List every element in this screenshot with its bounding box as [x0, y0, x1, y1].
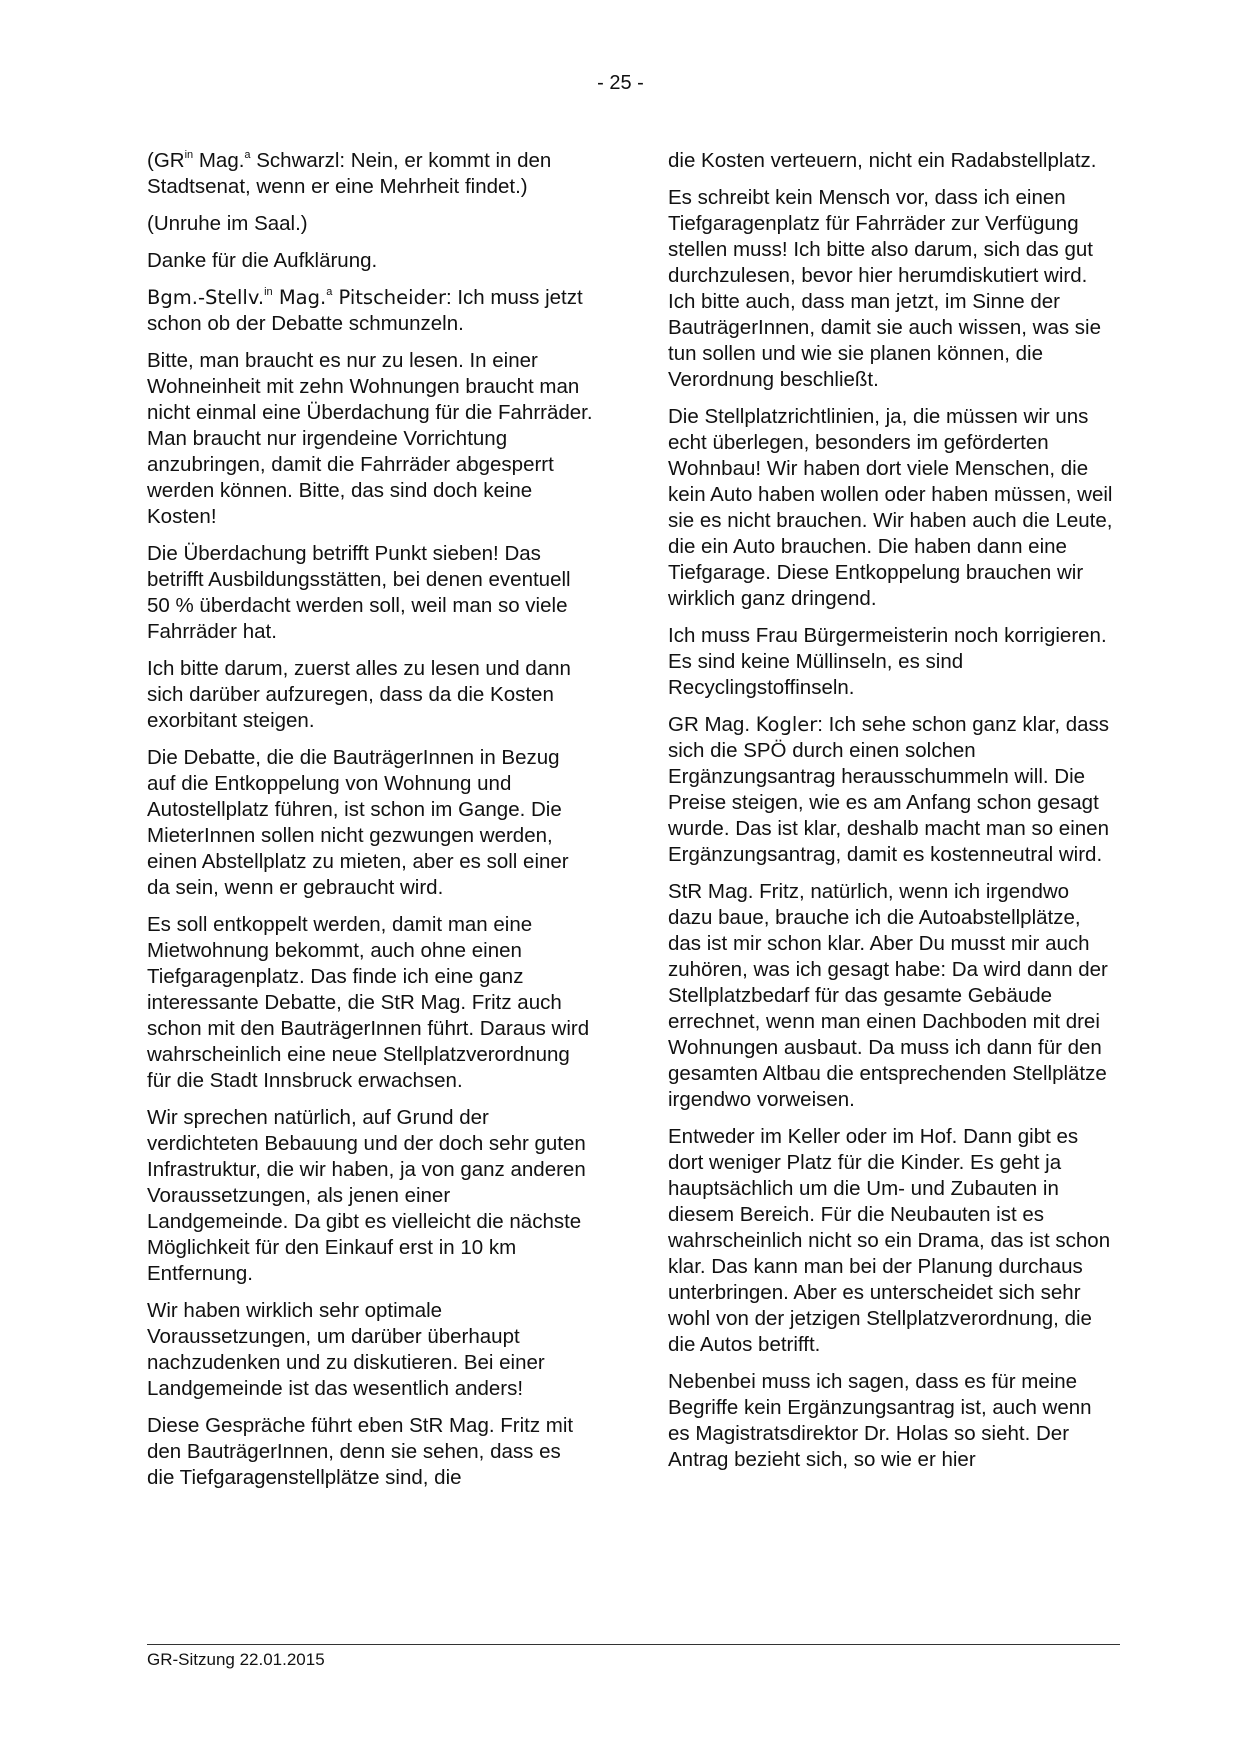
interjection-text: Schwarzl: Nein, er kommt in den Stadtsenat, wenn er eine Mehrheit findet.) [147, 149, 552, 198]
speaker-name: Kogler [755, 713, 818, 736]
speaker-name: Pitscheider [332, 286, 446, 309]
speaker-degree: Mag. [193, 149, 245, 172]
footer-session-date: GR-Sitzung 22.01.2015 [147, 1650, 325, 1669]
speech-text: : Ich sehe schon ganz klar, dass sich die SPÖ durch einen solchen Ergänzungsantrag herausschummeln will. Die Preise steigen, wie es am Anfang schon gesagt wurde. Das ist klar, deshalb macht man so einen Ergänzungsantrag, damit es kostenneutral wird. [668, 713, 1110, 866]
page-number: - 25 - [597, 72, 644, 94]
paragraph-body: Wir haben wirklich sehr optimale Voraussetzungen, um darüber überhaupt nachzudenken und zu diskutieren. Bei einer Landgemeinde ist das wesentlich anders! [147, 1299, 545, 1400]
paragraph-schwarzl-interjection [147, 148, 593, 200]
paragraph-body: Ich bitte darum, zuerst alles zu lesen und dann sich darüber aufzuregen, dass da die Kosten exorbitant steigen. [147, 657, 571, 732]
paragraph-body: die Kosten verteuern, nicht ein Radabstellplatz. [668, 149, 1097, 172]
paragraph-body: Bitte, man braucht es nur zu lesen. In einer Wohneinheit mit zehn Wohnungen braucht man nicht einmal eine Überdachung für die Fahrräder. Man braucht nur irgendeine Vorrichtung anzubringen, damit die Fahrräder abgesperrt werden können. Bitte, das sind doch keine Kosten! [147, 349, 593, 528]
footer-divider [147, 1644, 1120, 1645]
paragraph-kogler-speech [668, 712, 1114, 868]
degree-suffix: a [326, 286, 333, 298]
paragraph-body: Die Stellplatzrichtlinien, ja, die müssen wir uns echt überlegen, besonders im geförderten Wohnbau! Wir haben dort viele Menschen, die kein Auto haben wollen oder haben müssen, weil sie es nicht brauchen. Wir haben auch die Leute, die ein Auto brauchen. Die haben dann eine Tiefgarage. Diese Entkoppelung brauchen wir wirklich ganz dringend. [668, 405, 1113, 610]
paragraph-body: Die Debatte, die die BauträgerInnen in Bezug auf die Entkoppelung von Wohnung und Autostellplatz führen, ist schon im Gange. Die MieterInnen sollen nicht gezwungen werden, einen Abstellplatz zu mieten, aber es soll einer da sein, wenn er gebraucht wird. [147, 746, 569, 899]
speaker-title: GR Mag. [668, 713, 756, 736]
paragraph-body: Es soll entkoppelt werden, damit man eine Mietwohnung bekommt, auch ohne einen Tiefgaragenplatz. Das finde ich eine ganz interessante Debatte, die StR Mag. Fritz auch schon mit den BauträgerInnen führt. Daraus wird wahrscheinlich eine neue Stellplatzverordnung für die Stadt Innsbruck erwachsen. [147, 913, 590, 1092]
speech-text: : Ich muss jetzt schon ob der Debatte schmunzeln. [147, 286, 583, 335]
degree-suffix: a [244, 149, 251, 161]
paragraph-body: Diese Gespräche führt eben StR Mag. Fritz mit den BauträgerInnen, denn sie sehen, dass es die Tiefgaragenstellplätze sind, die [147, 1414, 574, 1489]
paragraph-body: Nebenbei muss ich sagen, dass es für meine Begriffe kein Ergänzungsantrag ist, auch wenn es Magistratsdirektor Dr. Holas so sieht. Der Antrag bezieht sich, so wie er hier [668, 1370, 1092, 1471]
title-suffix: in [184, 149, 194, 161]
paragraph-body: Entweder im Keller oder im Hof. Dann gibt es dort weniger Platz für die Kinder. Es geht ja hauptsächlich um die Um- und Zubauten in diesem Bereich. Für die Neubauten ist es wahrscheinlich nicht so ein Drama, das ist schon klar. Das kann man bei der Planung durchaus unterbringen. Aber es unterscheidet sich sehr wohl von der jetzigen Stellplatzverordnung, die die Autos betrifft. [668, 1125, 1111, 1356]
right-column [668, 148, 1114, 1484]
speaker-title: (GR [147, 149, 185, 172]
title-suffix: in [264, 286, 273, 298]
paragraph-body: Die Überdachung betrifft Punkt sieben! Das betrifft Ausbildungsstätten, bei denen eventuell 50 % überdacht werden soll, weil man so viele Fahrräder hat. [147, 542, 571, 643]
speaker-degree: Mag. [272, 286, 327, 309]
paragraph-body: Wir sprechen natürlich, auf Grund der verdichteten Bebauung und der doch sehr guten Infrastruktur, die wir haben, ja von ganz anderen Voraussetzungen, als jenen einer Landgemeinde. Da gibt es vielleicht die nächste Möglichkeit für den Einkauf erst in 10 km Entfernung. [147, 1106, 586, 1285]
paragraph-body: Es schreibt kein Mensch vor, dass ich einen Tiefgaragenplatz für Fahrräder zur Verfügung stellen muss! Ich bitte also darum, sich das gut durchzulesen, bevor hier herumdiskutiert wird. Ich bitte auch, dass man jetzt, im Sinne der BauträgerInnen, damit sie auch wissen, was sie tun sollen und wie sie planen können, die Verordnung beschließt. [668, 186, 1102, 391]
paragraph-pitscheider-speech [147, 285, 593, 337]
paragraph-thanks: Danke für die Aufklärung. [147, 249, 378, 272]
paragraph-body: Ich muss Frau Bürgermeisterin noch korrigieren. Es sind keine Müllinseln, es sind Recyclingstoffinseln. [668, 624, 1107, 699]
speaker-title: Bgm.-Stellv. [147, 286, 265, 309]
left-column [147, 148, 593, 1502]
paragraph-unrest: (Unruhe im Saal.) [147, 212, 308, 235]
paragraph-body: StR Mag. Fritz, natürlich, wenn ich irgendwo dazu baue, brauche ich die Autoabstellplätze, das ist mir schon klar. Aber Du musst mir auch zuhören, was ich gesagt habe: Da wird dann der Stellplatzbedarf für das gesamte Gebäude errechnet, wenn man einen Dachboden mit drei Wohnungen ausbaut. Da muss ich dann für den gesamten Altbau die entsprechenden Stellplätze irgendwo vorweisen. [668, 880, 1108, 1111]
